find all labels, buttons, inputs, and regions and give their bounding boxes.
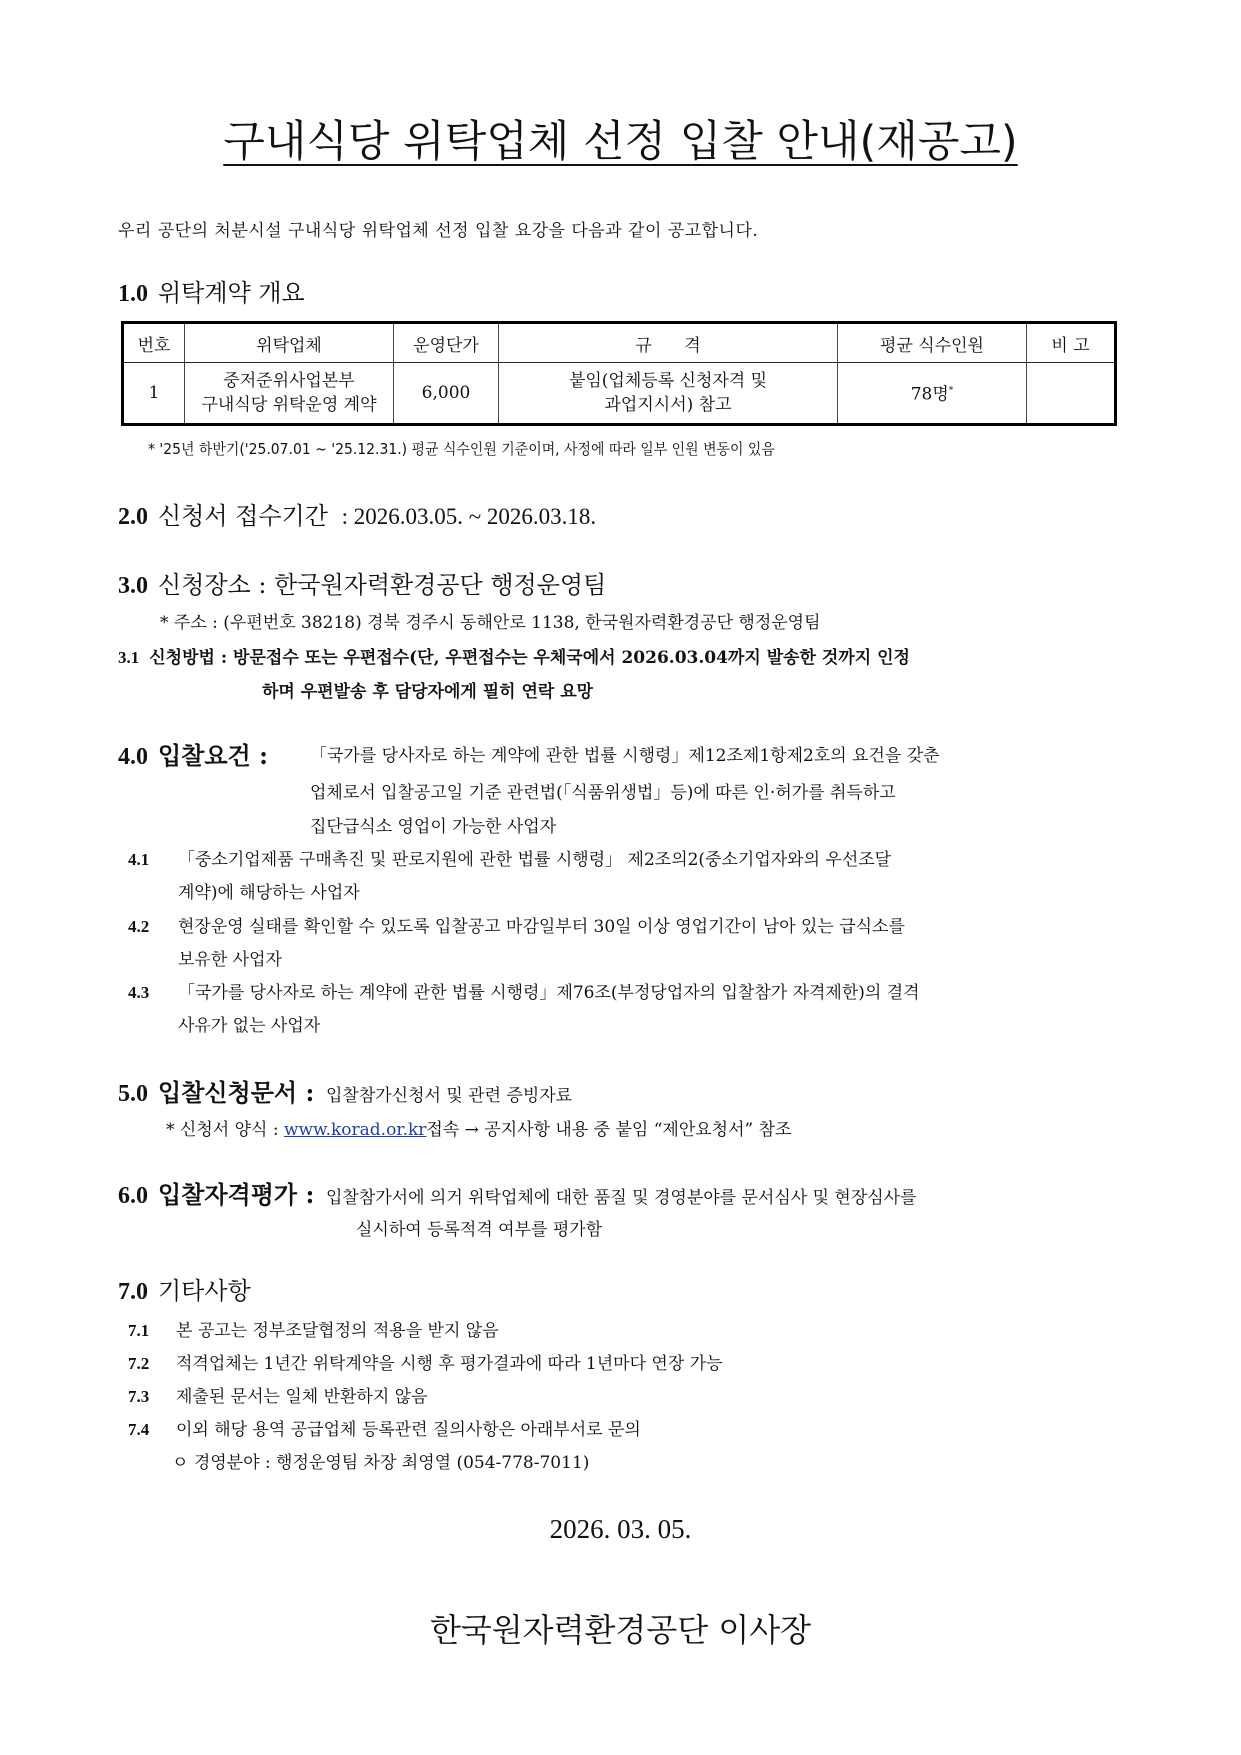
section-4-3-cont: 사유가 없는 사업자 [178,1016,321,1036]
application-period: : 2026.03.05. ~ 2026.03.18. [341,504,597,529]
section-5-value: 입찰참가신청서 및 관련 증빙자료 [325,1086,573,1106]
col-header-no: 번호 [123,323,185,363]
table-header-row [123,323,1116,363]
section-4-2-cont: 보유한 사업자 [178,950,282,970]
section-7-heading: 7.0 기타사항 [118,1277,251,1305]
section-6-heading: 6.0 입찰자격평가 : 입찰참가서에 의거 위탁업체에 대한 품질 및 경영분야를 문서심사 및 현장심사를 [118,1180,917,1209]
section-3-heading: 3.0 신청장소 : 한국원자력환경공단 행정운영팀 [118,571,607,599]
col-header-spec: 규 격 [499,323,838,363]
section-1-heading: 1.0 위탁계약 개요 [118,279,305,307]
announcement-date: 2026. 03. 05. [549,1514,692,1544]
section-4-1: 4.1 「중소기업제품 구매촉진 및 판로지원에 관한 법률 시행령」 제2조의2(중소기업자와의 우선조달 [128,850,892,870]
issuer-signature: 한국원자력환경공단 이사장 [429,1611,812,1649]
cell-note [1027,363,1116,425]
cell-no: 1 [123,363,185,425]
section-3-1-cont: 하며 우편발송 후 담당자에게 필히 연락 요망 [262,682,594,702]
cell-company: 중저준위사업본부 구내식당 위탁운영 계약 [185,363,394,425]
section-4-heading: 4.0 입찰요건 : [118,741,268,770]
col-header-note: 비 고 [1027,323,1116,363]
section-7-2: 7.2 적격업체는 1년간 위탁계약을 시행 후 평가결과에 따라 1년마다 연장 가능 [128,1354,723,1374]
section-4-1-cont: 계약)에 해당하는 사업자 [178,883,360,903]
section-7-4: 7.4 이외 해당 용역 공급업체 등록관련 질의사항은 아래부서로 문의 [128,1420,641,1440]
page-title: 구내식당 위탁업체 선정 입찰 안내(재공고) [223,117,1018,167]
col-header-avg-meals: 평균 식수인원 [838,323,1027,363]
cell-avg-meals: 78명* [838,363,1027,425]
table-row [123,363,1116,425]
section-4-3: 4.3 「국가를 당사자로 하는 계약에 관한 법률 시행령」제76조(부정당업자의 입찰참가 자격제한)의 결격 [128,983,920,1003]
section-6-line2: 실시하여 등록적격 여부를 평가함 [356,1220,603,1240]
contract-overview-table [121,321,1117,426]
section-4-line2: 업체로서 입찰공고일 기준 관련법(「식품위생법」등)에 따른 인·허가를 취득하고 [310,783,896,803]
col-header-price: 운영단가 [394,323,499,363]
section-3-1: 3.1 신청방법 : 방문접수 또는 우편접수(단, 우편접수는 우체국에서 2026.03.04까지 발송한 것까지 인정 [118,648,910,668]
contact-info: ㅇ 경영분야 : 행정운영팀 차장 최영열 (054-778-7011) [172,1453,590,1473]
section-6-line1: 입찰참가서에 의거 위탁업체에 대한 품질 및 경영분야를 문서심사 및 현장심사를 [325,1188,917,1208]
table-footnote: * '25년 하반기('25.07.01 ~ '25.12.31.) 평균 식수인원 기준이며, 사정에 따라 일부 인원 변동이 있음 [148,440,775,458]
address-text: * 주소 : (우편번호 38218) 경북 경주시 동해안로 1138, 한국원자력환경공단 행정운영팀 [160,613,821,633]
cell-price: 6,000 [394,363,499,425]
form-info: * 신청서 양식 : www.korad.or.kr접속 → 공지사항 내용 중 붙임 “제안요청서” 참조 [166,1120,792,1140]
section-4-2: 4.2 현장운영 실태를 확인할 수 있도록 입찰공고 마감일부터 30일 이상 영업기간이 남아 있는 급식소를 [128,917,905,937]
korad-website-link[interactable]: www.korad.or.kr [283,1120,427,1140]
cell-spec: 붙임(업체등록 신청자격 및 과업지시서) 참고 [499,363,838,425]
col-header-company: 위탁업체 [185,323,394,363]
section-2-heading: 2.0 신청서 접수기간 : 2026.03.05. ~ 2026.03.18. [118,502,597,530]
section-5-heading: 5.0 입찰신청문서 : 입찰참가신청서 및 관련 증빙자료 [118,1078,573,1107]
section-4-line3: 집단급식소 영업이 가능한 사업자 [310,817,557,837]
section-7-3: 7.3 제출된 문서는 일체 반환하지 않음 [128,1387,428,1407]
intro-text: 우리 공단의 처분시설 구내식당 위탁업체 선정 입찰 요강을 다음과 같이 공고합니다. [118,221,759,241]
section-4-line1: 「국가를 당사자로 하는 계약에 관한 법률 시행령」제12조제1항제2호의 요건을 갖춘 [310,746,940,766]
section-7-1: 7.1 본 공고는 정부조달협정의 적용을 받지 않음 [128,1321,499,1341]
